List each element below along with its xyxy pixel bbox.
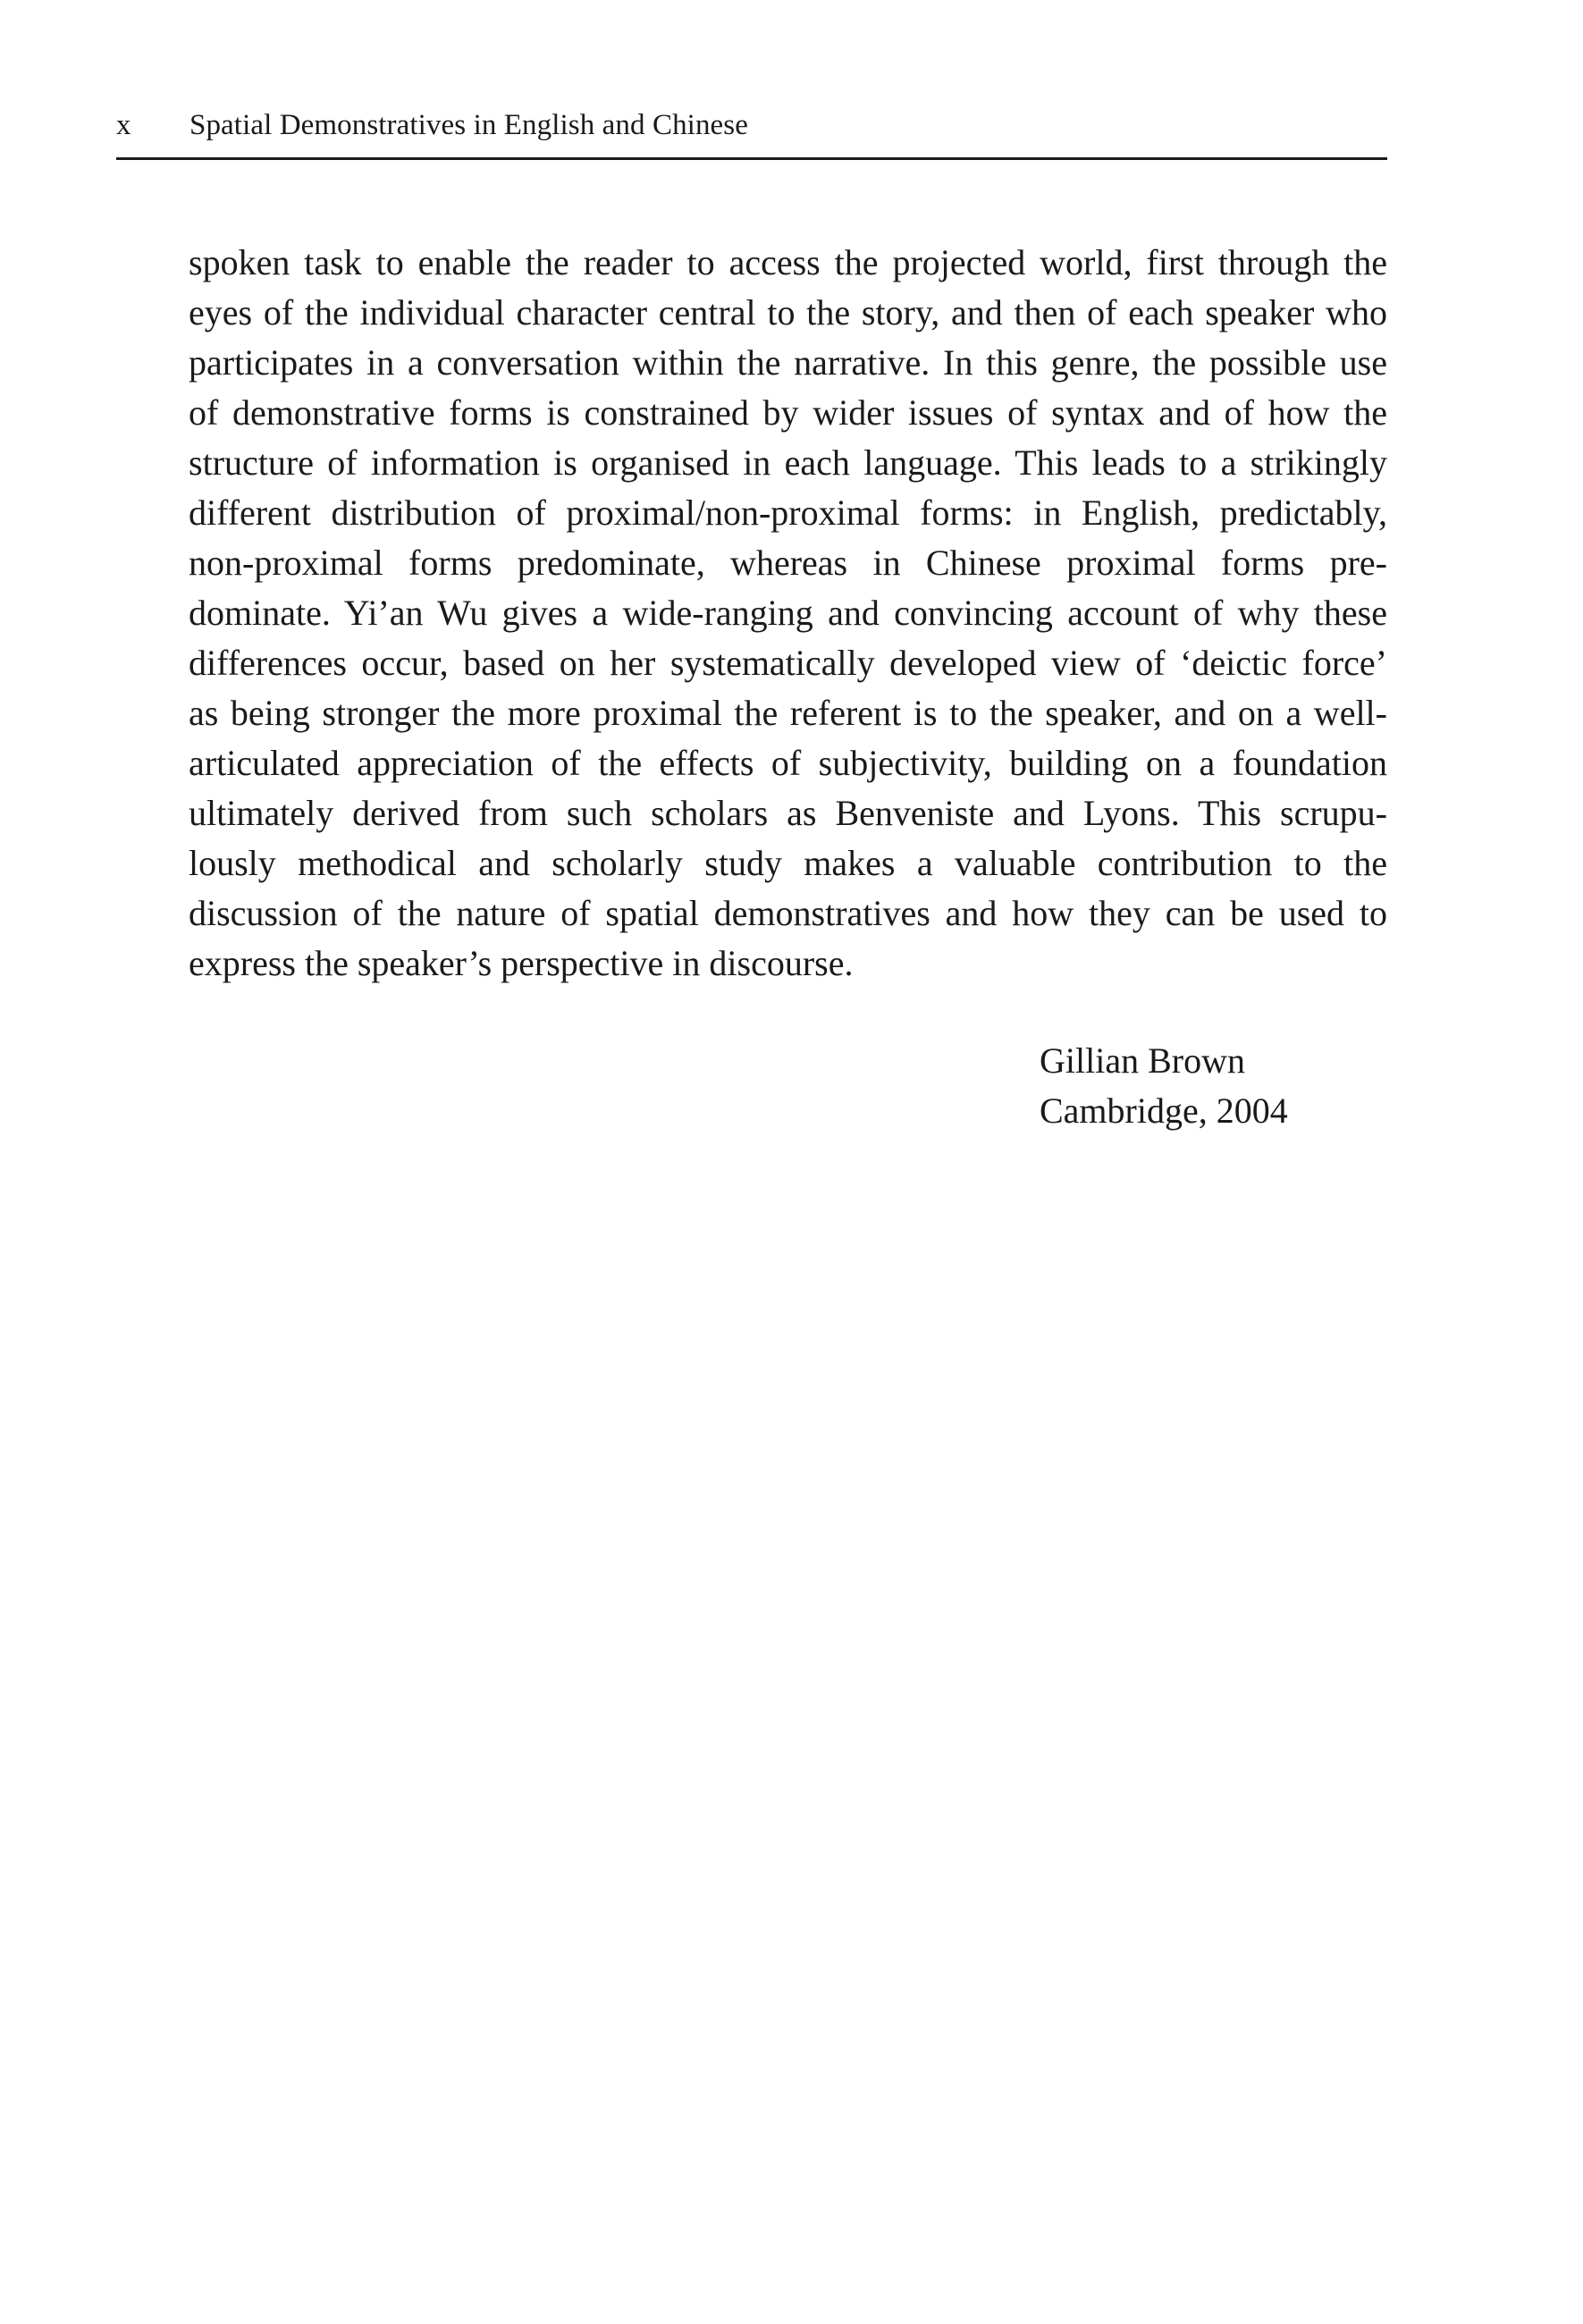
running-head-title: Spatial Demonstratives in English and Chinese bbox=[189, 109, 748, 141]
text-line: dominate. Yi’an Wu gives a wide-ranging and convincing account of why these bbox=[189, 593, 1387, 633]
text-line: of demonstrative forms is constrained by wider issues of syntax and of how the bbox=[189, 392, 1387, 433]
foreword-body bbox=[189, 238, 1387, 989]
text-line: non-proximal forms predominate, whereas in Chinese proximal forms pre- bbox=[189, 543, 1387, 583]
page-number: x bbox=[116, 109, 131, 141]
text-line: participates in a conversation within the narrative. In this genre, the possible use bbox=[189, 342, 1387, 383]
text-line: structure of information is organised in each language. This leads to a strikingly bbox=[189, 442, 1387, 483]
text-line: as being stronger the more proximal the referent is to the speaker, and on a well- bbox=[189, 693, 1387, 733]
text-line: spoken task to enable the reader to access the projected world, first through the bbox=[189, 242, 1387, 282]
author-name: Gillian Brown bbox=[1040, 1040, 1245, 1081]
place-date: Cambridge, 2004 bbox=[1040, 1090, 1288, 1131]
text-line: discussion of the nature of spatial demonstratives and how they can be used to bbox=[189, 893, 1387, 933]
text-line: express the speaker’s perspective in discourse. bbox=[189, 943, 854, 983]
running-head bbox=[116, 105, 1387, 160]
text-line: different distribution of proximal/non-proximal forms: in English, predictably, bbox=[189, 493, 1387, 533]
text-line: lously methodical and scholarly study makes a valuable contribution to the bbox=[189, 843, 1387, 883]
signature-block bbox=[1040, 1036, 1288, 1136]
text-line: articulated appreciation of the effects of subjectivity, building on a foundation bbox=[189, 743, 1387, 783]
text-line: differences occur, based on her systematically developed view of ‘deictic force’ bbox=[189, 643, 1387, 683]
text-line: eyes of the individual character central to the story, and then of each speaker who bbox=[189, 292, 1387, 333]
text-line: ultimately derived from such scholars as Benveniste and Lyons. This scrupu- bbox=[189, 793, 1387, 833]
